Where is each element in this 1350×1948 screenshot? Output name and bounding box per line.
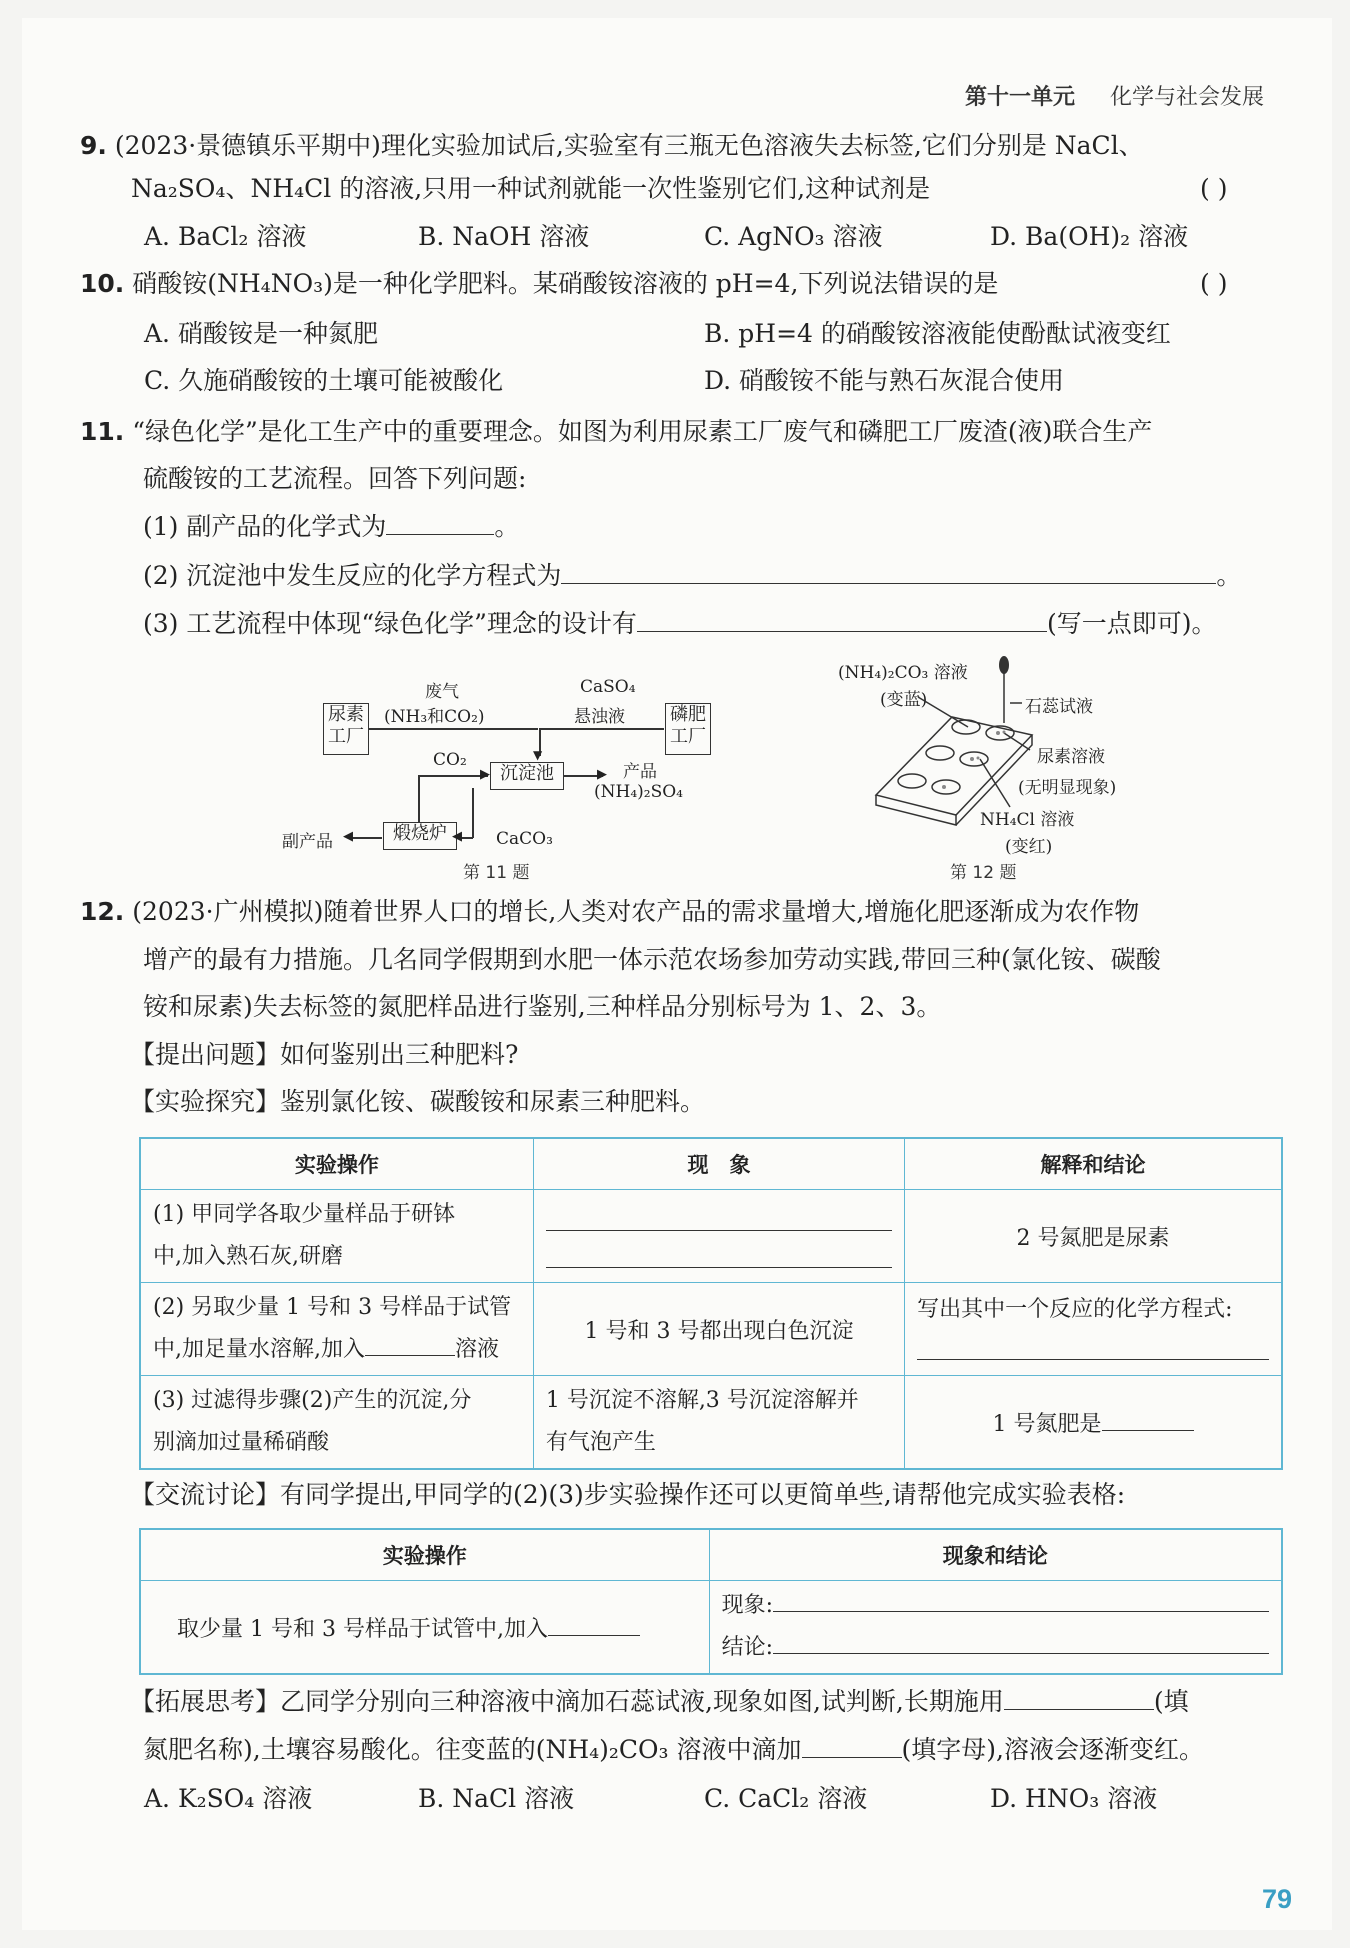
row1-operation: (1) 甲同学各取少量样品于研钵 中,加入熟石灰,研磨	[140, 1190, 533, 1283]
q9-line2: Na₂SO₄、NH₄Cl 的溶液,只用一种试剂就能一次性鉴别它们,这种试剂是	[131, 174, 931, 203]
line	[348, 837, 382, 839]
q12-option-c: C. CaCl₂ 溶液	[704, 1784, 868, 1813]
q12-extend-line1: 【拓展思考】乙同学分别向三种溶液中滴加石蕊试液,现象如图,试判断,长期施用 (填	[130, 1683, 1189, 1721]
q10: 10. 硝酸铵(NH₄NO₃)是一种化学肥料。某硝酸铵溶液的 pH=4,下列说法错误的是	[80, 269, 999, 298]
line	[472, 788, 474, 838]
litmus-label: 石蕊试液	[1025, 697, 1093, 717]
q12-ask: 【提出问题】如何鉴别出三种肥料?	[130, 1040, 519, 1069]
co2-label: CO₂	[433, 750, 467, 770]
simplified-table	[139, 1528, 1283, 1675]
row3-conclusion: 1 号氮肥是	[905, 1376, 1282, 1470]
q11-blank2[interactable]	[561, 557, 1216, 584]
q10-option-c: C. 久施硝酸铵的土壤可能被酸化	[144, 366, 504, 395]
phosphate-factory-box: 磷肥 工厂	[665, 703, 711, 755]
q9-option-d: D. Ba(OH)₂ 溶液	[990, 222, 1189, 251]
line	[540, 728, 664, 730]
q12-extend-line2: 氮肥名称),土壤容易酸化。往变蓝的(NH₄)₂CO₃ 溶液中滴加 (填字母),溶液会逐渐变红。	[143, 1731, 1204, 1769]
table-row	[140, 1283, 1282, 1376]
q9-option-a: A. BaCl₂ 溶液	[144, 222, 307, 251]
settling-tank-box: 沉淀池	[490, 762, 564, 790]
row1-phenomenon[interactable]	[533, 1190, 904, 1283]
arrow-head: ▶	[480, 767, 490, 782]
table-header-row	[140, 1529, 1282, 1581]
row2-operation: (2) 另取少量 1 号和 3 号样品于试管 中,加足量水溶解,加入 溶液	[140, 1283, 533, 1376]
header-operation: 实验操作	[140, 1529, 709, 1581]
calciner-box: 煅烧炉	[383, 822, 457, 850]
row2-conclusion: 写出其中一个反应的化学方程式:	[905, 1283, 1282, 1376]
ammonium-carbonate-label: (NH₄)₂CO₃ 溶液	[838, 663, 968, 683]
row2-phenomenon: 1 号和 3 号都出现白色沉淀	[533, 1283, 904, 1376]
reagent-blank-2[interactable]	[548, 1613, 640, 1636]
q12-explore: 【实验探究】鉴别氯化铵、碳酸铵和尿素三种肥料。	[130, 1087, 706, 1116]
q9-answer-paren: ( )	[1200, 174, 1228, 203]
urea-solution-label: 尿素溶液	[1037, 747, 1105, 767]
reagent-blank[interactable]	[365, 1333, 455, 1356]
q10-option-a: A. 硝酸铵是一种氮肥	[144, 319, 378, 348]
arrow-head: ▼	[533, 748, 543, 762]
byproduct-label: 副产品	[282, 832, 333, 852]
q10-option-d: D. 硝酸铵不能与熟石灰混合使用	[704, 366, 1065, 395]
caso4-label: CaSO₄	[580, 677, 636, 697]
q12: 12. (2023·广州模拟)随着世界人口的增长,人类对农产品的需求量增大,增施化肥逐渐成为农作物	[80, 897, 1140, 926]
row3-operation: (3) 过滤得步骤(2)产生的沉淀,分 别滴加过量稀硝酸	[140, 1376, 533, 1470]
experiment-table	[139, 1137, 1283, 1470]
q12-option-d: D. HNO₃ 溶液	[990, 1784, 1158, 1813]
q11-sub2: (2) 沉淀池中发生反应的化学方程式为 。	[143, 557, 1241, 595]
arrow-head: ▶	[597, 767, 607, 782]
header-phenomenon-conclusion: 现象和结论	[709, 1529, 1282, 1581]
line	[418, 775, 488, 777]
table-row	[140, 1190, 1282, 1283]
letter-blank[interactable]	[802, 1731, 902, 1758]
line	[368, 728, 538, 730]
q12-option-a: A. K₂SO₄ 溶液	[144, 1784, 313, 1813]
header-unit: 第十一单元	[965, 85, 1076, 110]
row1-conclusion: 2 号氮肥是尿素	[905, 1190, 1282, 1283]
waste-gas-label: 废气	[425, 682, 459, 702]
q12-line3: 铵和尿素)失去标签的氮肥样品进行鉴别,三种样品分别标号为 1、2、3。	[143, 992, 942, 1021]
operation-cell: 取少量 1 号和 3 号样品于试管中,加入	[140, 1581, 709, 1675]
caco3-label: CaCO₃	[496, 829, 553, 849]
nh4cl-result: (变红)	[1005, 837, 1053, 857]
header-phenomenon: 现 象	[533, 1138, 904, 1190]
product-label: 产品	[623, 762, 657, 782]
nh4cl-label: NH₄Cl 溶液	[980, 810, 1075, 830]
q12-option-b: B. NaCl 溶液	[418, 1784, 575, 1813]
figure-12-caption: 第 12 题	[950, 863, 1017, 883]
table-row	[140, 1376, 1282, 1470]
q9-option-c: C. AgNO₃ 溶液	[704, 222, 883, 251]
q12-line2: 增产的最有力措施。几名同学假期到水肥一体示范农场参加劳动实践,带回三种(氯化铵、碳酸	[143, 945, 1161, 974]
phenomenon-blank[interactable]	[773, 1585, 1269, 1612]
q11-blank1[interactable]	[386, 508, 494, 535]
q9-option-b: B. NaOH 溶液	[418, 222, 590, 251]
fertilizer-name-blank[interactable]	[1004, 1683, 1154, 1710]
q11: 11. “绿色化学”是化工生产中的重要理念。如图为利用尿素工厂废气和磷肥工厂废渣(液)联合生产	[80, 417, 1153, 446]
header-conclusion: 解释和结论	[905, 1138, 1282, 1190]
table-header-row	[140, 1138, 1282, 1190]
spot-plate-drawing	[870, 655, 1040, 865]
page-number: 79	[1262, 1884, 1293, 1914]
arrow-head: ◀	[343, 829, 353, 844]
row3-phenomenon: 1 号沉淀不溶解,3 号沉淀溶解并 有气泡产生	[533, 1376, 904, 1470]
q9: 9. (2023·景德镇乐平期中)理化实验加试后,实验室有三瓶无色溶液失去标签,它们分别是 NaCl、	[80, 131, 1144, 160]
q10-answer-paren: ( )	[1200, 269, 1228, 298]
header-subject: 化学与社会发展	[1110, 85, 1265, 110]
conclusion-blank[interactable]	[773, 1627, 1269, 1654]
q11-sub3: (3) 工艺流程中体现“绿色化学”理念的设计有 (写一点即可)。	[143, 605, 1216, 643]
urea-result: (无明显现象)	[1018, 778, 1117, 798]
equation-blank[interactable]	[917, 1329, 1269, 1360]
phenomenon-conclusion-cell: 现象: 结论:	[709, 1581, 1282, 1675]
q11-sub1: (1) 副产品的化学式为 。	[143, 508, 519, 546]
header-operation: 实验操作	[140, 1138, 533, 1190]
q12-discuss: 【交流讨论】有同学提出,甲同学的(2)(3)步实验操作还可以更简单些,请帮他完成实验表格:	[130, 1480, 1126, 1509]
ammonium-carbonate-result: (变蓝)	[880, 690, 928, 710]
urea-factory-box: 尿素 工厂	[323, 703, 369, 755]
waste-gas-formula: (NH₃和CO₂)	[384, 707, 485, 727]
q10-option-b: B. pH=4 的硝酸铵溶液能使酚酞试液变红	[704, 319, 1171, 348]
q11-line2: 硫酸铵的工艺流程。回答下列问题:	[143, 464, 527, 493]
table-row	[140, 1581, 1282, 1675]
suspension-label: 悬浊液	[574, 707, 625, 727]
product-formula: (NH₄)₂SO₄	[594, 782, 683, 802]
fertilizer-blank[interactable]	[1102, 1408, 1194, 1431]
arrow-head: ◀	[452, 829, 462, 844]
figure-11-caption: 第 11 题	[463, 863, 530, 883]
q11-blank3[interactable]	[637, 605, 1047, 632]
